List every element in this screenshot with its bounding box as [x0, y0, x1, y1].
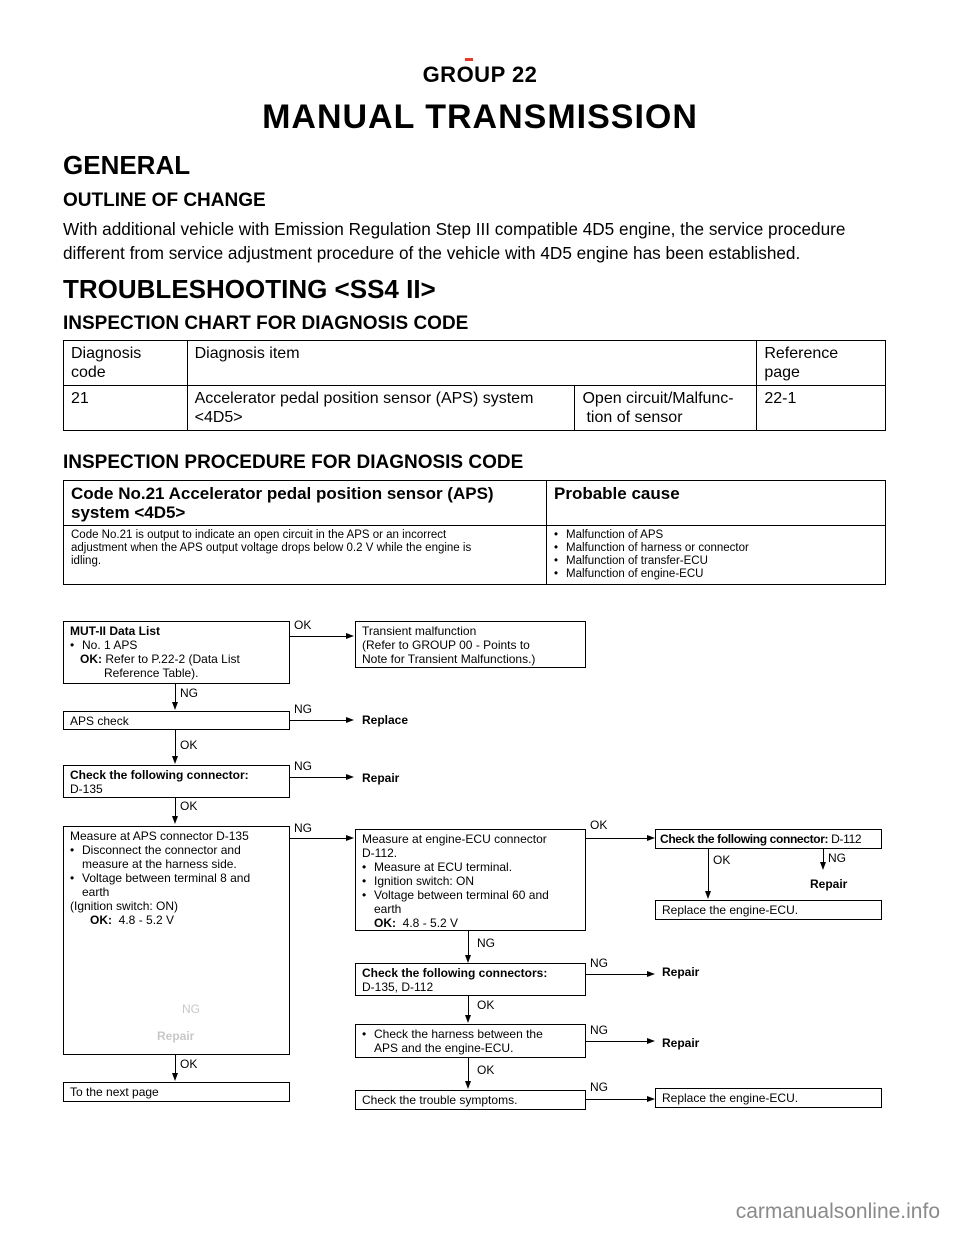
procedure-body-row: [64, 526, 886, 585]
mut-ok-label: OK:: [80, 652, 102, 666]
mut-ok-text: Refer to P.22-2 (Data List: [105, 652, 240, 666]
check-connector-d112-box: [655, 829, 882, 849]
connector-line: [586, 838, 647, 839]
connector-line: [823, 849, 824, 863]
faded-ng-label: NG: [182, 1002, 200, 1016]
repair-label: Repair: [662, 965, 700, 979]
chart-header-item: Diagnosis item: [187, 341, 757, 386]
check-d112-value: D-112: [831, 832, 862, 846]
connector-line: [586, 1041, 647, 1042]
procedure-code-title-line-2: system <4D5>: [71, 503, 186, 522]
connector-line: [290, 838, 346, 839]
arrow-down: [172, 816, 178, 824]
repair-label: Repair: [810, 877, 848, 891]
connector-line: [708, 849, 709, 891]
connector-line: [586, 974, 647, 975]
measure-ecu-title-1: Measure at engine-ECU connector: [362, 832, 547, 846]
label-ok: OK: [713, 853, 731, 867]
procedure-code-title: [64, 481, 547, 526]
section-title: MANUAL TRANSMISSION: [262, 98, 698, 136]
procedure-code-title-line-1: Code No.21 Accelerator pedal position sensor (APS): [71, 484, 494, 503]
label-ok: OK: [180, 799, 198, 813]
connector-line: [468, 1058, 469, 1082]
measure-aps-title: Measure at APS connector D-135: [70, 829, 249, 843]
cause-item: • Malfunction of APS: [554, 529, 664, 541]
measure-aps-b1-line-2: measure at the harness side.: [82, 857, 237, 871]
measure-ecu-b3-line-2: earth: [374, 902, 402, 916]
chart-header-page: Reference page: [757, 341, 886, 386]
replace-ecu-box: Replace the engine-ECU.: [655, 900, 882, 920]
chart-item-line-1: Accelerator pedal position sensor (APS) system: [194, 390, 534, 407]
chart-cell-page: 22-1: [757, 386, 886, 431]
check-connector-title: Check the following connector:: [70, 768, 249, 782]
measure-aps-b2-line-2: earth: [82, 885, 110, 899]
transient-malfunction-box: [355, 621, 586, 668]
connector-line: [175, 684, 176, 703]
label-ok: OK: [180, 1057, 198, 1071]
label-ng: NG: [590, 1080, 608, 1094]
replace-ecu-box-2: Replace the engine-ECU.: [655, 1088, 882, 1108]
chart-header-row: [64, 341, 886, 386]
arrow-right: [647, 835, 655, 841]
inspection-procedure-table: [63, 480, 886, 585]
arrow-down: [820, 862, 826, 870]
arrow-down: [172, 702, 178, 710]
arrow-right: [346, 633, 354, 639]
aps-check-box: APS check: [63, 711, 290, 730]
measure-ecu-ok-label: OK:: [374, 916, 396, 930]
procedure-description-line-3: idling.: [71, 555, 102, 567]
chart-cell-detail: [575, 386, 757, 431]
troubleshooting-heading: TROUBLESHOOTING <SS4 II>: [63, 274, 436, 304]
label-ng: NG: [294, 759, 312, 773]
procedure-header-row: [64, 481, 886, 526]
general-heading: GENERAL: [63, 150, 191, 180]
measure-aps-connector-box: Measure at APS connector D-135 • Disconnect the connector and measure at the harness side. • Voltage between terminal 8 and earth (Ignition switch: ON) OK: 4.8 - 5.2 V: [63, 826, 290, 1055]
inspection-chart-table: [63, 340, 886, 431]
mut-item: No. 1 APS: [82, 638, 138, 652]
arrow-down: [465, 1015, 471, 1023]
outline-text: [63, 217, 893, 265]
check-connectors-box: [355, 963, 586, 996]
outline-text-line-1: With additional vehicle with Emission Regulation Step III compatible 4D5 engine, the service procedure: [63, 219, 846, 239]
arrow-down: [465, 955, 471, 963]
inspection-chart-heading: INSPECTION CHART FOR DIAGNOSIS CODE: [63, 313, 469, 334]
check-connectors-title: Check the following connectors:: [362, 966, 548, 980]
chart-item-line-2: <4D5>: [194, 409, 243, 426]
check-trouble-symptoms-box: Check the trouble symptoms.: [355, 1090, 586, 1110]
arrow-right: [346, 717, 354, 723]
measure-ecu-connector-box: Measure at engine-ECU connector D-112. • Measure at ECU terminal. • Ignition switch: ON • Voltage between terminal 60 and earth OK: 4.8 - 5.2 V: [355, 829, 586, 931]
connector-line: [586, 1099, 647, 1100]
arrow-down: [705, 891, 711, 899]
procedure-description-line-1: Code No.21 is output to indicate an open circuit in the APS or an incorrect: [71, 529, 447, 541]
connector-line: [175, 1055, 176, 1074]
group-number: GROUP 22: [422, 62, 538, 87]
chart-cell-item: [187, 386, 575, 431]
label-ok: OK: [477, 998, 495, 1012]
outline-heading: OUTLINE OF CHANGE: [63, 190, 266, 211]
mut-data-list-box: MUT-II Data List • No. 1 APS OK: Refer to P.22-2 (Data List Reference Table).: [63, 621, 290, 684]
connector-line: [290, 720, 346, 721]
repair-label: Repair: [362, 771, 400, 785]
watermark: carmanualsonline.info: [735, 1200, 940, 1223]
harness-line-2: APS and the engine-ECU.: [374, 1041, 514, 1055]
arrow-right: [647, 1096, 655, 1102]
measure-ecu-ok-value: 4.8 - 5.2 V: [402, 916, 459, 930]
label-ng: NG: [828, 851, 846, 865]
cause-item: • Malfunction of harness or connector: [554, 542, 749, 554]
faded-repair-label: Repair: [157, 1029, 195, 1043]
chart-detail-line-1: Open circuit/Malfunc-: [582, 390, 734, 407]
chart-detail-line-2: tion of sensor: [586, 409, 683, 426]
mut-title: MUT-II Data List: [70, 624, 161, 638]
harness-check-box: • Check the harness between the APS and the engine-ECU.: [355, 1024, 586, 1058]
transient-line-1: Transient malfunction: [362, 624, 477, 638]
label-ng: NG: [180, 686, 198, 700]
arrow-right: [647, 971, 655, 977]
outline-text-line-2: different from service adjustment procedure of the vehicle with 4D5 engine has been established.: [63, 243, 801, 263]
connector-line: [175, 798, 176, 817]
cause-item: • Malfunction of engine-ECU: [554, 568, 704, 580]
label-ng: NG: [294, 821, 312, 835]
header-accent-mark: [465, 58, 473, 61]
label-ok: OK: [180, 738, 198, 752]
arrow-right: [647, 1038, 655, 1044]
measure-aps-ok-label: OK:: [90, 913, 112, 927]
procedure-description-line-2: adjustment when the APS output voltage drops below 0.2 V while the engine is: [71, 542, 472, 554]
connector-line: [468, 931, 469, 956]
transient-line-2: (Refer to GROUP 00 - Points to: [362, 638, 530, 652]
chart-header-code: Diagnosis code: [64, 341, 188, 386]
check-connector-value: D-135: [70, 782, 103, 796]
mut-ok-text-2: Reference Table).: [104, 666, 199, 680]
label-ng: NG: [294, 702, 312, 716]
label-ok: OK: [477, 1063, 495, 1077]
probable-cause-list: [547, 526, 886, 585]
arrow-right: [346, 774, 354, 780]
connector-line: [290, 636, 346, 637]
replace-label: Replace: [362, 713, 409, 727]
measure-aps-condition: (Ignition switch: ON): [70, 899, 179, 913]
label-ng: NG: [590, 1023, 608, 1037]
check-connectors-value: D-135, D-112: [362, 980, 434, 994]
chart-cell-code: 21: [64, 386, 188, 431]
transient-line-3: Note for Transient Malfunctions.): [362, 652, 536, 666]
repair-label: Repair: [662, 1036, 700, 1050]
next-page-box: To the next page: [63, 1082, 290, 1102]
probable-cause-label: Probable cause: [547, 481, 886, 526]
chart-row: [64, 386, 886, 431]
arrow-right: [346, 835, 354, 841]
arrow-down: [465, 1081, 471, 1089]
label-ok: OK: [294, 618, 312, 632]
arrow-down: [172, 756, 178, 764]
inspection-procedure-heading: INSPECTION PROCEDURE FOR DIAGNOSIS CODE: [63, 452, 524, 473]
arrow-down: [172, 1073, 178, 1081]
measure-ecu-title-2: D-112.: [362, 846, 398, 860]
connector-line: [290, 777, 346, 778]
cause-item: • Malfunction of transfer-ECU: [554, 555, 708, 567]
measure-aps-ok-value: 4.8 - 5.2 V: [118, 913, 175, 927]
label-ng: NG: [477, 936, 495, 950]
connector-line: [175, 730, 176, 757]
label-ng: NG: [590, 956, 608, 970]
check-connector-d135-box: [63, 765, 290, 798]
connector-line: [468, 996, 469, 1016]
procedure-description: [64, 526, 547, 585]
label-ok: OK: [590, 818, 608, 832]
check-d112-title: Check the following connector:: [660, 832, 829, 846]
